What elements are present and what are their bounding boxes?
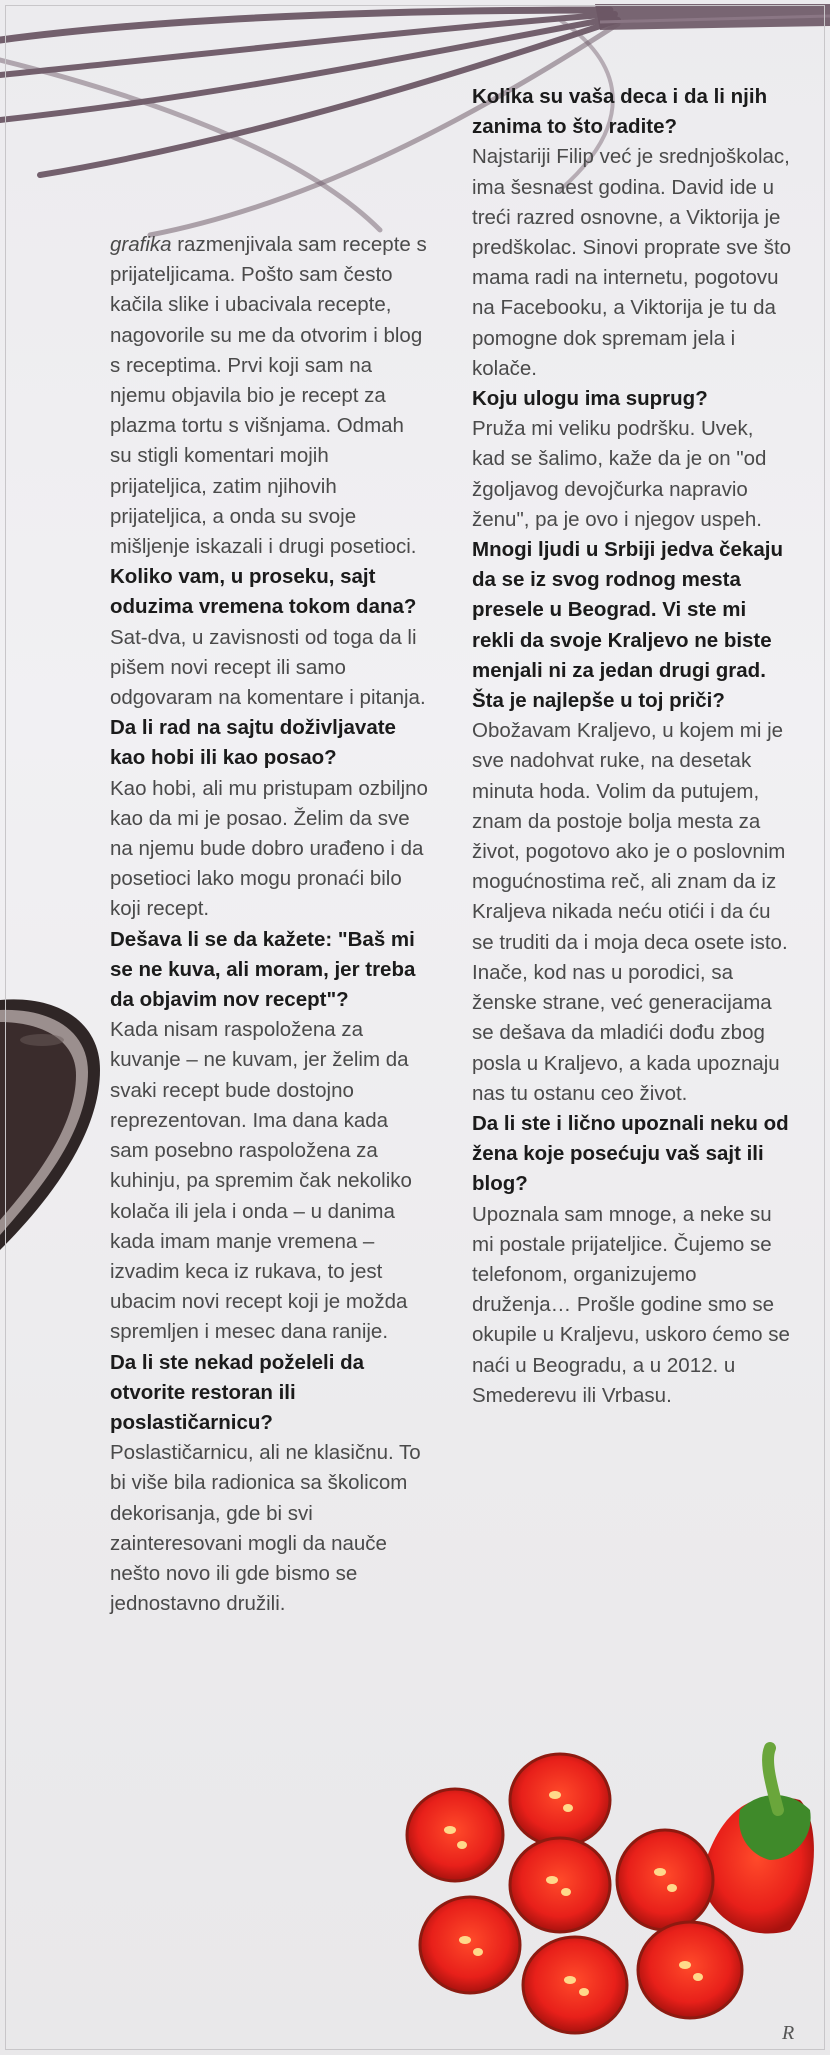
answer: Poslastičarnicu, ali ne klasičnu. To bi više bila radionica sa školicom dekorisanja, gde bi svi zainteresovani mogli da nauče nešto novo ili gde bismo se jednostavno družili. bbox=[110, 1441, 421, 1616]
answer: Obožavam Kraljevo, u kojem mi je sve nadohvat ruke, na desetak minuta hoda. Volim da putujem, znam da postoje bolja mesta za život, pogotovo ako je o poslovnim mogućnostima reč, ali znam da iz Kraljeva nikada neću otići i da ću se truditi da i moja deca osete isto. Inače, kod nas u porodici, sa ženske strane, već generacijama se dešava da mladići dođu zbog posla u Kraljevo, a kada upoznaju nas tu ostanu ceo život. bbox=[472, 719, 788, 1105]
answer: Najstariji Filip već je srednjoškolac, ima šesnaest godina. David ide u treći razred osnovne, a Viktorija je predškolac. Sinovi propratе sve što mama radi na internetu, pogotovu na Facebooku, a Viktorija je tu da pomogne dok spremam jela i kolače. bbox=[472, 145, 792, 380]
answer: Upoznala sam mnoge, a neke su mi postale prijateljice. Čujemo se telefonom, organizujemo druženja… Prošle godine smo se okupile u Kraljevu, uskoro ćemo se naći u Beogradu, a u 2012. u Smederevu ili Vrbasu. bbox=[472, 1202, 790, 1407]
question: Da li ste nekad poželeli da otvorite restoran ili poslastičarnicu? bbox=[110, 1350, 365, 1434]
question: Mnogi ljudi u Srbiji jedva čekaju da se iz svog rodnog mesta presele u Beograd. Vi ste mi rekli da svoje Kraljevo ne biste menjali ni za jedan drugi grad. Šta je najlepše u toj priči? bbox=[472, 538, 783, 713]
signature-text: R bbox=[782, 2022, 795, 2044]
answer: Kao hobi, ali mu pristupam ozbiljno kao da mi je posao. Želim da sve na njemu bude dobro urađeno i da posetioci lako mogu pronaći bilo koji recept. bbox=[110, 776, 428, 921]
question: Koliko vam, u proseku, sajt oduzima vremena tokom dana? bbox=[110, 565, 417, 619]
answer: Kada nisam raspoložena za kuvanje – ne kuvam, jer želim da svaki recept bude dostojno reprezentovan. Ima dana kada sam posebno raspoložena za kuhinju, pa spremim čak nekoliko kolača ili jela i onda – u danima kada imam manje vremena – izvadim keca iz rukava, to jest ubacim novi recept koji je možda spremljen i mesec dana ranije. bbox=[110, 1018, 412, 1344]
question: Da li rad na sajtu doživljavate kao hobi ili kao posao? bbox=[110, 716, 396, 770]
question: Dešava li se da kažete: "Baš mi se ne kuva, ali moram, jer treba da objavim nov recept"? bbox=[110, 927, 416, 1012]
signature-mark bbox=[778, 2017, 818, 2047]
question: Da li ste i lično upoznali neku od žena koje posećuju vaš sajt ili blog? bbox=[472, 1111, 789, 1196]
answer: Pruža mi veliku podršku. Uvek, kad se šalimo, kaže da je on "od žgoljavog devojčurka napravio ženu", pa je ovo i njegov uspeh. bbox=[472, 417, 767, 531]
intro-italic: grafika bbox=[110, 233, 172, 256]
question: Kolika su vaša deca i da li njih zanima to što radite? bbox=[472, 85, 768, 139]
answer: Sat-dva, u zavisnosti od toga da li pišem novi recept ili samo odgovaram na komentare i pitanja. bbox=[110, 625, 426, 710]
intro-text: razmenjivala sam recepte s prijateljicama. Pošto sam često kačila slike i ubacivala recepte, nagovorile su me da otvorim i blog s receptima. Prvi koji sam na njemu objavila bio je recept za plazma tortu s višnjama. Odmah su stigli komentari mojih prijateljica, zatim njihovih prijateljica, a onda su svoje mišljenje iskazali i drugi posetioci. bbox=[110, 233, 427, 559]
question: Koju ulogu ima suprug? bbox=[472, 387, 708, 411]
